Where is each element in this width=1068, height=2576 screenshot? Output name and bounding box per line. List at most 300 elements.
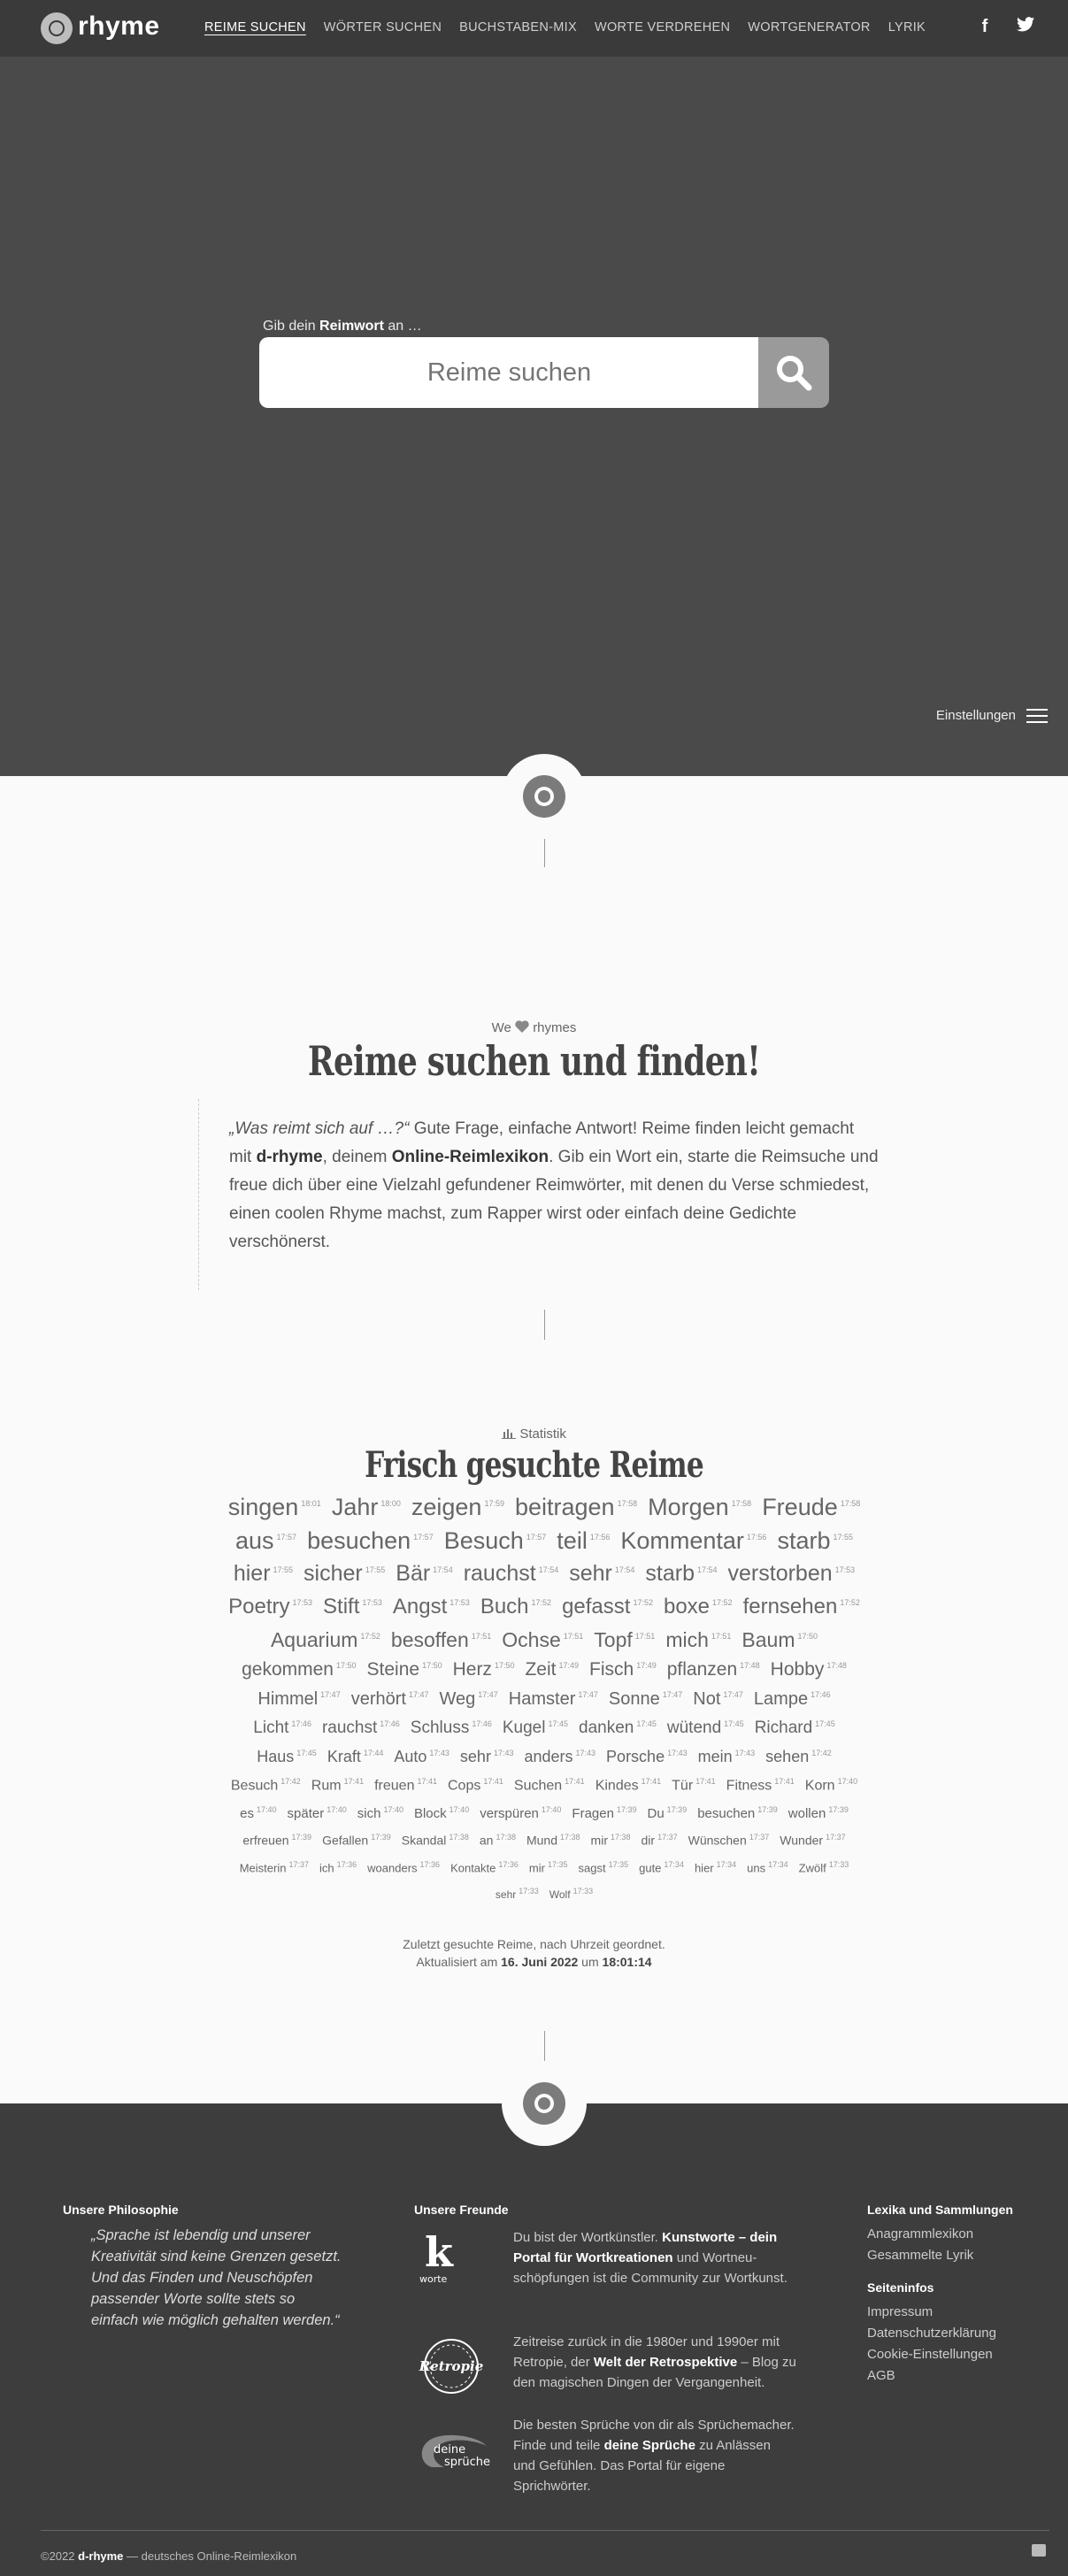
cloud-word-time: 17:53 [362,1598,382,1607]
link-agb[interactable]: AGB [867,2368,895,2383]
cloud-word[interactable] [394,1749,449,1765]
link-datenschutz[interactable]: Datenschutzerklärung [867,2326,996,2341]
cloud-word[interactable] [754,1690,831,1708]
cloud-word-text: Fisch [589,1659,634,1680]
cloud-word-text: boxe [663,1595,711,1619]
cloud-word[interactable] [665,1630,731,1650]
stats-note: Zuletzt gesuchte Reime, nach Uhrzeit geordnet. Aktualisiert am 16. Juni 2022 um 18:01:14 [403,1937,665,1969]
cloud-word-text: Wolf [549,1888,571,1901]
cloud-word[interactable] [411,1496,504,1519]
cloud-word-text: Besuch [443,1527,524,1554]
cloud-word-time: 17:54 [433,1565,453,1574]
cloud-word-time: 17:33 [519,1887,539,1895]
cloud-word-time: 17:45 [548,1719,568,1728]
cloud-word[interactable] [594,1630,655,1650]
cloud-word-time: 17:36 [336,1860,357,1869]
cloud-word[interactable] [693,1690,743,1708]
cloud-word-time: 17:52 [531,1598,552,1607]
cloud-word-time: 17:45 [296,1749,317,1757]
cloud-word-text: starb [645,1561,695,1586]
site-logo[interactable] [41,12,160,44]
settings-label: Einstellungen [935,708,1016,723]
cloud-word-text: Jahr [331,1494,379,1520]
cloud-word[interactable] [642,1834,678,1847]
cloud-word-time: 17:50 [335,1661,357,1670]
cloud-word-text: Wunder [780,1833,824,1848]
cloud-word[interactable] [411,1719,492,1736]
cloud-word-text: pflanzen [666,1659,738,1680]
cloud-word[interactable] [648,1496,751,1519]
cloud-word[interactable] [572,1806,636,1820]
menu-item-reime-suchen[interactable]: REIME SUCHEN [204,20,306,35]
cloud-word[interactable] [439,1690,497,1708]
cloud-word[interactable] [242,1834,311,1847]
cloud-word-text: Suchen [513,1778,563,1794]
cloud-word-text: wollen [788,1806,826,1821]
cloud-word[interactable] [503,1719,568,1736]
cloud-row [204,1861,885,1888]
twitter-icon[interactable] [1017,17,1034,37]
menu-item-wortgenerator[interactable]: WORTGENERATOR [748,20,871,35]
cloud-word-time: 17:47 [320,1690,341,1700]
cloud-word-text: Zeit [525,1659,557,1680]
cloud-word-text: Kraft [327,1748,361,1765]
cloud-word-time: 17:42 [811,1749,832,1757]
cloud-word-text: Block [413,1806,447,1821]
cloud-word-text: Topf [594,1628,633,1651]
settings-toggle[interactable] [936,708,1048,723]
cloud-word-text: Weg [439,1689,476,1709]
menu-item-lyrik[interactable]: LYRIK [887,20,926,35]
copyright: ©2022 d-rhyme — deutsches Online-Reimlexikon [41,2549,297,2563]
friend-kunstworte[interactable]: Du bist der Wortkünstler. Kunstworte – dein Portal für Wortkreationen und Wortneuschöpfungen ist die Community zur Wortkunst. [513,2230,788,2286]
cloud-word-text: Korn [804,1778,835,1794]
cloud-word[interactable] [303,1563,385,1585]
cloud-word-text: sehen [765,1748,810,1765]
cloud-word[interactable] [327,1749,384,1765]
cloud-word[interactable] [697,1806,778,1820]
cloud-word-text: Rum [311,1778,342,1794]
cloud-word[interactable] [257,1749,317,1765]
svg-text:Retropie: Retropie [419,2358,484,2374]
cloud-word[interactable] [620,1529,766,1553]
cloud-word-time: 17:40 [541,1805,562,1814]
deine-sprueche-logo[interactable] [414,2428,494,2482]
friend-deine-sprueche[interactable]: Die besten Sprüche von dir als Sprüchemacher. Finde und teile deine Sprüche zu Anlässen und Gefühlen. Das Portal für eigene Sprichwörter. [513,2418,795,2494]
cloud-word-text: Kommentar [620,1527,744,1554]
cloud-word[interactable] [645,1563,717,1585]
menu-icon [1026,709,1048,723]
cloud-word-time: 17:55 [833,1533,853,1542]
cloud-word[interactable] [609,1690,682,1708]
cloud-word-time: 17:43 [667,1749,688,1757]
cloud-row [204,1690,885,1719]
cloud-word[interactable] [242,1660,356,1679]
cloud-word-time: 17:50 [797,1632,818,1642]
cloud-word-text: Herz [452,1659,492,1680]
cloud-word[interactable] [526,1834,580,1847]
top-nav [0,0,1068,57]
cloud-word-text: Richard [754,1719,813,1737]
cloud-word-text: Stift [323,1595,360,1619]
cloud-word-time: 17:58 [617,1499,638,1508]
cloud-word[interactable] [351,1690,429,1708]
cloud-word[interactable] [231,1778,301,1793]
cloud-word-time: 17:43 [575,1749,596,1757]
cloud-word[interactable] [698,1749,756,1765]
cloud-word-time: 17:53 [292,1598,313,1607]
seiteninfos-links [867,2302,996,2387]
cloud-word-text: Mund [526,1833,558,1848]
cloud-word-time: 17:41 [695,1777,716,1786]
cloud-word-text: Meisterin [239,1861,287,1875]
cloud-row [204,1778,885,1806]
cloud-word-time: 17:50 [422,1661,442,1670]
cloud-word-time: 17:51 [634,1632,656,1642]
cloud-word-text: erfreuen [242,1833,289,1848]
cloud-word-time: 17:41 [774,1777,795,1786]
svg-text:worte: worte [419,2273,448,2285]
cloud-word[interactable] [529,1861,568,1873]
cloud-word-time: 17:54 [696,1565,718,1574]
cloud-word-time: 17:47 [408,1690,429,1700]
cloud-word-time: 17:39 [828,1805,849,1814]
mail-icon[interactable] [1032,2544,1046,2557]
cloud-word[interactable] [667,1660,760,1679]
divider-line [544,839,545,867]
cloud-word[interactable] [367,1660,442,1679]
cloud-word[interactable] [496,1888,539,1900]
cloud-word[interactable] [639,1861,684,1873]
cloud-word[interactable] [747,1861,788,1873]
cloud-word[interactable] [741,1630,818,1650]
cloud-word-text: singen [227,1494,299,1520]
cloud-word[interactable] [288,1806,347,1820]
cloud-row [204,1563,885,1596]
cloud-word[interactable] [414,1806,469,1820]
cloud-word[interactable] [509,1690,598,1708]
cloud-word[interactable] [524,1749,595,1765]
cloud-word-time: 17:51 [711,1632,732,1642]
cloud-word-text: Poetry [228,1595,290,1619]
cloud-word[interactable] [755,1719,835,1736]
cloud-word-time: 17:36 [419,1860,441,1869]
cloud-word-text: anders [524,1748,573,1765]
cloud-word-text: Bär [396,1561,431,1586]
cloud-word[interactable] [323,1596,382,1618]
cloud-word-time: 17:55 [273,1565,294,1574]
cloud-word-time: 17:45 [815,1719,835,1728]
cloud-word-text: Buch [480,1595,529,1619]
cloud-word[interactable] [453,1660,515,1679]
cloud-word-time: 17:46 [811,1690,831,1700]
cloud-word-time: 17:51 [563,1632,584,1642]
cloud-word[interactable] [444,1529,547,1553]
cloud-word[interactable] [393,1596,470,1618]
cloud-word-time: 17:47 [478,1690,498,1700]
cloud-word-time: 17:37 [288,1860,309,1869]
cloud-word-text: an [479,1833,494,1848]
cloud-word-text: beitragen [514,1494,615,1520]
cloud-word-text: Baum [741,1628,795,1651]
cloud-word-time: 17:47 [662,1690,683,1700]
cloud-word[interactable] [357,1806,403,1820]
bar-chart-icon [502,1427,516,1439]
cloud-word-text: gute [639,1861,662,1875]
cloud-word-time: 17:58 [731,1499,752,1508]
cloud-word[interactable] [450,1861,519,1873]
cloud-word[interactable] [322,1719,400,1736]
cloud-word-text: verhört [350,1689,406,1709]
logo-icon [523,2082,565,2125]
cloud-word[interactable] [515,1496,637,1519]
cloud-word-text: rauchst [463,1561,536,1586]
cloud-word-time: 17:57 [276,1533,297,1542]
link-anagrammlexikon[interactable]: Anagrammlexikon [867,2226,974,2242]
cloud-word[interactable] [480,1596,551,1618]
cloud-word-text: sagst [578,1861,606,1875]
cloud-word-text: Du [647,1806,665,1821]
search-box [259,337,759,408]
cloud-word[interactable] [460,1749,514,1765]
cloud-word[interactable] [240,1806,276,1820]
cloud-word-text: Wünschen [688,1833,747,1848]
cloud-word[interactable] [647,1806,687,1820]
cloud-word[interactable] [374,1778,437,1793]
search-input[interactable] [259,337,759,408]
recent-searches-cloud [204,1496,885,1912]
cloud-word-text: mich [665,1628,709,1651]
cloud-word-time: 17:37 [657,1833,678,1842]
retropie-logo[interactable] [414,2338,488,2399]
cloud-word-time: 17:54 [538,1565,559,1574]
cloud-word[interactable] [448,1778,503,1793]
cloud-word[interactable] [240,1861,309,1873]
cloud-word-text: ich [319,1861,334,1875]
cloud-row [204,1496,885,1529]
link-impressum[interactable]: Impressum [867,2304,934,2319]
cloud-word-time: 17:51 [471,1632,492,1642]
cloud-row [204,1888,885,1912]
cloud-word-text: Himmel [257,1689,319,1709]
cloud-word-text: dir [641,1833,656,1848]
cloud-word[interactable] [257,1690,340,1708]
cloud-word[interactable] [780,1834,845,1847]
cloud-word-text: Freude [762,1494,838,1520]
cloud-word-text: gefasst [562,1595,631,1619]
cloud-word-time: 17:38 [496,1833,516,1842]
cloud-word-text: Aquarium [270,1628,358,1651]
search-icon [774,353,813,392]
cloud-word-time: 17:40 [327,1805,347,1814]
cloud-word-text: besuchen [307,1527,411,1554]
seiteninfos-heading: Seiteninfos [867,2280,934,2295]
cloud-row [204,1834,885,1861]
cloud-word[interactable] [367,1861,440,1873]
cloud-word-time: 17:43 [493,1749,514,1757]
cloud-word-text: verstorben [727,1561,833,1586]
cloud-word-text: uns [747,1861,766,1875]
cloud-word[interactable] [591,1834,631,1847]
page-title: Reime suchen und finden! [307,1037,761,1085]
cloud-word-text: besuchen [697,1806,756,1821]
cloud-word-text: Porsche [606,1748,665,1765]
cloud-word[interactable] [480,1834,516,1847]
cloud-word[interactable] [667,1719,744,1736]
cloud-word-text: Kindes [595,1778,639,1794]
cloud-word[interactable] [562,1596,653,1618]
cloud-word[interactable] [549,1888,593,1900]
heart-icon [515,1020,529,1033]
cloud-word-text: Zwölf [798,1861,826,1875]
cloud-word-time: 17:48 [826,1661,847,1670]
cloud-word-time: 17:39 [666,1805,688,1814]
cloud-word-text: Skandal [401,1833,447,1848]
cloud-word[interactable] [311,1778,364,1793]
statistik-label: Statistik [0,1426,1068,1442]
cloud-word[interactable] [557,1529,610,1553]
cloud-word-text: Licht [253,1719,289,1737]
footer [0,2103,1068,2576]
menu-item-buchstaben-mix[interactable]: BUCHSTABEN-MIX [459,20,577,35]
cloud-word[interactable] [235,1529,296,1553]
cloud-word-text: hier [233,1561,271,1586]
facebook-icon[interactable]: f [981,17,988,36]
cloud-word-time: 17:53 [449,1598,470,1607]
cloud-word[interactable] [589,1660,657,1679]
cloud-word-text: mein [697,1748,733,1765]
cloud-word[interactable] [391,1630,491,1650]
cloud-word-text: Kontakte [450,1861,496,1875]
cloud-word-text: sehr [569,1561,612,1586]
search-button[interactable] [758,337,829,408]
menu-item-worte-verdrehen[interactable]: WORTE VERDREHEN [594,20,731,35]
cloud-word[interactable] [728,1563,856,1585]
cloud-word-text: später [287,1806,325,1821]
cloud-word[interactable] [664,1596,733,1618]
cloud-word[interactable] [788,1806,849,1820]
cloud-word[interactable] [396,1563,452,1585]
cloud-word[interactable] [579,1861,629,1873]
cloud-word[interactable] [514,1778,585,1793]
link-gesammelte-lyrik[interactable]: Gesammelte Lyrik [867,2248,974,2263]
cloud-word[interactable] [502,1630,583,1650]
cloud-word-time: 17:36 [498,1860,519,1869]
cloud-word-time: 17:52 [360,1632,380,1642]
cloud-word[interactable] [777,1529,853,1553]
cloud-word-text: woanders [367,1861,418,1875]
cloud-word-text: Ochse [502,1628,561,1651]
cloud-word-text: freuen [374,1778,415,1794]
cloud-word-text: sicher [303,1561,363,1586]
cloud-word[interactable] [606,1749,688,1765]
cloud-row [204,1660,885,1690]
lexika-links [867,2224,973,2266]
cloud-word[interactable] [805,1778,857,1793]
cloud-word[interactable] [799,1861,849,1873]
cloud-word[interactable] [595,1778,661,1793]
cloud-word-text: rauchst [321,1719,378,1737]
cloud-word-text: Angst [392,1595,448,1619]
cloud-word-text: Besuch [230,1778,279,1794]
cloud-word-time: 17:33 [828,1860,849,1869]
footer-logo-badge [502,2061,587,2146]
cloud-word-text: zeigen [411,1494,482,1520]
cloud-word-time: 17:52 [633,1598,653,1607]
cloud-word[interactable] [253,1719,311,1736]
kunstworte-logo[interactable] [414,2231,471,2290]
cloud-word-time: 17:48 [740,1661,760,1670]
cloud-word[interactable] [695,1861,736,1873]
friend-retropie[interactable]: Zeitreise zurück in die 1980er und 1990er mit Retropie, der Welt der Retrospektive – Blog zu den magischen Dingen der Vergangenheit. [513,2334,796,2390]
cloud-word-time: 17:46 [472,1719,492,1728]
cloud-word[interactable] [464,1563,559,1585]
cloud-word-text: teil [557,1527,588,1554]
cloud-word-text: Fragen [572,1806,614,1821]
cloud-word-time: 17:52 [712,1598,733,1607]
cloud-word-time: 17:45 [724,1719,744,1728]
cloud-word-time: 17:38 [560,1833,580,1842]
cloud-word-time: 17:59 [484,1499,504,1508]
cloud-word-time: 17:57 [413,1533,434,1542]
cloud-word[interactable] [762,1496,860,1519]
cloud-word-text: Haus [257,1748,295,1765]
cloud-word[interactable] [234,1563,293,1585]
cloud-word[interactable] [525,1660,579,1679]
cloud-word[interactable] [228,1596,312,1618]
cloud-word-text: Sonne [608,1689,660,1709]
cloud-word[interactable] [307,1529,434,1553]
cloud-word[interactable] [271,1630,380,1650]
cloud-word-text: Auto [394,1748,427,1765]
menu-item-woerter-suchen[interactable]: WÖRTER SUCHEN [323,20,442,35]
stats-title: Frisch gesuchte Reime [365,1444,703,1486]
cloud-word[interactable] [228,1496,321,1519]
cloud-word[interactable] [579,1719,657,1736]
cloud-word-time: 17:56 [746,1533,767,1542]
cloud-word-time: 17:47 [723,1690,743,1700]
cloud-word[interactable] [319,1861,357,1873]
cloud-word-time: 17:37 [749,1833,770,1842]
cloud-word[interactable] [688,1834,770,1847]
cloud-word-text: Kugel [502,1719,546,1737]
cloud-word[interactable] [765,1749,832,1765]
cloud-word-text: fernsehen [742,1595,838,1619]
cloud-word-text: aus [234,1527,274,1554]
cloud-word[interactable] [771,1660,847,1679]
cloud-word-text: Fitness [726,1778,772,1794]
cloud-word-time: 17:35 [608,1860,629,1869]
cloud-word[interactable] [743,1596,860,1618]
cloud-word-text: mir [528,1861,545,1875]
cloud-word[interactable] [726,1778,795,1793]
cloud-word-time: 17:33 [572,1887,594,1895]
cloud-row [204,1749,885,1778]
cloud-word-text: Hamster [508,1689,576,1709]
cloud-word[interactable] [672,1778,716,1793]
cloud-word[interactable] [402,1834,469,1847]
svg-text:deine: deine [434,2443,466,2457]
cloud-word-time: 17:40 [449,1805,470,1814]
cloud-word[interactable] [480,1806,561,1820]
cloud-word-time: 17:40 [256,1805,277,1814]
link-cookie-einstellungen[interactable]: Cookie-Einstellungen [867,2347,993,2362]
cloud-word[interactable] [322,1834,391,1847]
cloud-row [204,1630,885,1660]
cloud-word[interactable] [569,1563,634,1585]
cloud-word-text: danken [579,1719,634,1737]
cloud-word[interactable] [332,1496,401,1519]
